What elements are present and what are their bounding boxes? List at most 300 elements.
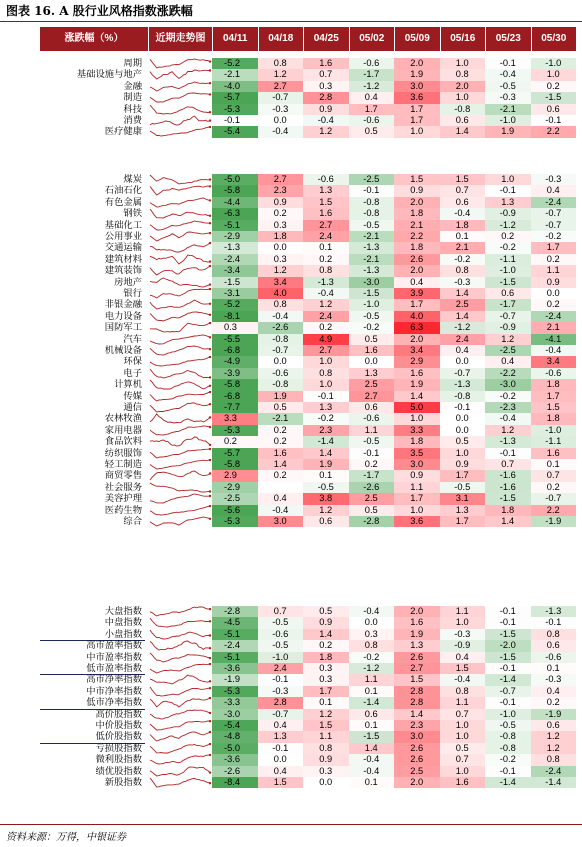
value-cell: 1.0 <box>440 766 486 777</box>
sparkline-path <box>150 175 210 184</box>
value-cell: -0.8 <box>440 391 486 402</box>
trend-sparkline <box>148 617 212 628</box>
value-cell: -8.4 <box>212 777 258 788</box>
row-name: 中盘指数 <box>104 617 142 628</box>
value-cell: 0.2 <box>531 254 577 265</box>
trend-sparkline <box>148 754 212 765</box>
table-row <box>0 185 582 196</box>
value-cell: 2.8 <box>258 697 304 708</box>
value-cell: 3.0 <box>394 81 440 92</box>
table-row <box>0 277 582 288</box>
value-cell: 1.2 <box>303 126 349 137</box>
value-cell: -0.5 <box>440 482 486 493</box>
value-cell: -0.7 <box>531 493 577 504</box>
trend-sparkline <box>148 743 212 754</box>
trend-sparkline <box>148 505 212 516</box>
value-cell: 1.4 <box>485 516 531 527</box>
value-cell: -5.4 <box>212 720 258 731</box>
table-row <box>0 174 582 185</box>
row-name: 低价股指数 <box>95 731 142 742</box>
value-cell: -4.9 <box>212 356 258 367</box>
sparkline-path <box>150 506 210 515</box>
sparkline-end-dot <box>209 680 211 682</box>
value-cell: 0.2 <box>531 482 577 493</box>
trend-sparkline <box>148 322 212 333</box>
trend-sparkline <box>148 231 212 242</box>
value-cell: -0.1 <box>531 115 577 126</box>
value-cell: 0.5 <box>440 743 486 754</box>
value-cell: 0.5 <box>303 606 349 617</box>
value-cell: -5.1 <box>212 220 258 231</box>
row-name: 国防军工 <box>104 322 142 333</box>
value-cell: 3.4 <box>531 356 577 367</box>
value-cell: -2.4 <box>212 640 258 651</box>
value-cell: 1.1 <box>394 482 440 493</box>
value-cell: 1.7 <box>531 391 577 402</box>
value-cell: -2.5 <box>212 493 258 504</box>
sparkline-path <box>150 266 210 275</box>
row-name: 机械设备 <box>104 345 142 355</box>
value-cell: -5.7 <box>212 448 258 459</box>
value-cell: 5.0 <box>394 402 440 413</box>
title-rule <box>0 21 582 22</box>
value-cell: 2.7 <box>258 174 304 185</box>
value-cell: 2.0 <box>394 777 440 788</box>
value-cell: -6.3 <box>212 208 258 219</box>
sparkline-end-dot <box>209 283 211 285</box>
value-cell: 1.8 <box>303 652 349 663</box>
value-cell: 2.7 <box>258 81 304 92</box>
value-cell: 2.8 <box>303 92 349 103</box>
sparkline-path <box>150 767 210 776</box>
table-row <box>0 640 582 651</box>
value-cell: -4.8 <box>212 731 258 742</box>
sparkline-end-dot <box>209 385 211 387</box>
value-cell: -0.1 <box>485 663 531 674</box>
value-cell: -1.3 <box>212 242 258 253</box>
header-date-7: 05/30 <box>531 27 577 51</box>
value-cell: -0.7 <box>258 92 304 103</box>
value-cell: -2.9 <box>212 482 258 493</box>
value-cell: 1.0 <box>303 356 349 367</box>
value-cell: 2.2 <box>531 126 577 137</box>
value-cell: -1.1 <box>531 436 577 447</box>
value-cell: -6.8 <box>212 391 258 402</box>
sparkline-end-dot <box>209 348 211 350</box>
value-cell: 0.5 <box>258 402 304 413</box>
value-cell: 0.1 <box>303 470 349 481</box>
source-note: 资料来源：万得，中银证券 <box>6 832 126 843</box>
sparkline-path <box>150 357 210 366</box>
value-cell: -2.0 <box>485 640 531 651</box>
table-row <box>0 720 582 731</box>
table-row <box>0 265 582 276</box>
value-cell: 1.4 <box>440 288 486 299</box>
table-row <box>0 652 582 663</box>
value-cell: 0.9 <box>303 754 349 765</box>
value-cell: 0.3 <box>303 663 349 674</box>
value-cell: 1.0 <box>440 720 486 731</box>
value-cell: 3.0 <box>394 731 440 742</box>
value-cell: -3.9 <box>212 368 258 379</box>
value-cell: 1.4 <box>303 629 349 640</box>
table-row <box>0 425 582 436</box>
value-cell: -5.2 <box>212 299 258 310</box>
value-cell: 1.7 <box>394 493 440 504</box>
value-cell: -0.1 <box>485 606 531 617</box>
value-cell: 0.6 <box>440 197 486 208</box>
table-row <box>0 402 582 413</box>
value-cell: 4.0 <box>394 311 440 322</box>
value-cell: 0.9 <box>258 197 304 208</box>
value-cell: 0.4 <box>531 185 577 196</box>
value-cell: 1.9 <box>303 459 349 470</box>
value-cell: -0.4 <box>258 126 304 137</box>
row-name: 环保 <box>123 356 142 367</box>
table-row <box>0 208 582 219</box>
value-cell: -0.6 <box>531 368 577 379</box>
value-cell: -0.4 <box>349 606 395 617</box>
value-cell: -0.3 <box>440 277 486 288</box>
value-cell: -0.1 <box>485 448 531 459</box>
value-cell: -1.5 <box>485 277 531 288</box>
value-cell: -5.3 <box>212 516 258 527</box>
table-row <box>0 516 582 527</box>
value-cell: -0.6 <box>349 115 395 126</box>
value-cell: 0.1 <box>531 459 577 470</box>
value-cell: 3.8 <box>303 493 349 504</box>
sparkline-end-dot <box>209 731 211 733</box>
value-cell: 0.3 <box>303 81 349 92</box>
sparkline-path <box>150 618 210 627</box>
sparkline-end-dot <box>209 448 211 450</box>
value-cell: 2.2 <box>394 231 440 242</box>
bottom-rule <box>0 824 582 825</box>
sparkline-path <box>150 471 210 480</box>
header-date-3: 05/02 <box>349 27 395 51</box>
value-cell: 1.6 <box>394 368 440 379</box>
value-cell: 1.5 <box>394 674 440 685</box>
value-cell: -0.5 <box>349 220 395 231</box>
value-cell: -0.2 <box>485 754 531 765</box>
value-cell: 1.2 <box>485 334 531 345</box>
value-cell: -1.0 <box>485 115 531 126</box>
value-cell: -1.4 <box>349 697 395 708</box>
value-cell: -0.1 <box>258 674 304 685</box>
value-cell: -0.7 <box>440 368 486 379</box>
value-cell: 1.5 <box>303 197 349 208</box>
value-cell: -3.3 <box>212 697 258 708</box>
row-name: 电力设备 <box>104 310 142 321</box>
value-cell: -0.1 <box>485 185 531 196</box>
value-cell: -1.9 <box>531 516 577 527</box>
value-cell: 2.6 <box>394 254 440 265</box>
value-cell: -1.7 <box>485 299 531 310</box>
sparkline-path <box>150 755 210 764</box>
sparkline-end-dot <box>209 620 211 622</box>
value-cell: -2.4 <box>531 197 577 208</box>
value-cell: -0.6 <box>258 629 304 640</box>
value-cell: -1.6 <box>485 482 531 493</box>
value-cell: 1.7 <box>303 686 349 697</box>
value-cell: 0.0 <box>349 617 395 628</box>
value-cell: -0.7 <box>531 208 577 219</box>
sparkline-path <box>150 494 210 503</box>
value-cell: 3.1 <box>440 493 486 504</box>
value-cell: -1.1 <box>485 254 531 265</box>
value-cell: 1.0 <box>394 126 440 137</box>
value-cell: -1.3 <box>440 379 486 390</box>
value-cell: 0.5 <box>349 334 395 345</box>
trend-sparkline <box>148 516 212 527</box>
sparkline-end-dot <box>209 82 211 84</box>
value-cell: -0.5 <box>303 482 349 493</box>
value-cell: -4.4 <box>212 197 258 208</box>
table-row <box>0 606 582 617</box>
value-cell: 1.8 <box>394 208 440 219</box>
value-cell: -0.6 <box>258 368 304 379</box>
value-cell: -0.3 <box>531 174 577 185</box>
sparkline-path <box>150 323 210 332</box>
value-cell: 0.6 <box>303 516 349 527</box>
value-cell: -0.8 <box>349 197 395 208</box>
value-cell: 1.1 <box>440 697 486 708</box>
value-cell: 1.0 <box>485 174 531 185</box>
value-cell: 1.7 <box>440 470 486 481</box>
value-cell: 1.3 <box>258 731 304 742</box>
value-cell: 1.4 <box>440 311 486 322</box>
value-cell: 2.0 <box>394 265 440 276</box>
value-cell: 1.0 <box>440 448 486 459</box>
row-name: 科技 <box>123 103 142 114</box>
table-row <box>0 115 582 126</box>
row-name: 绩优股指数 <box>95 765 142 776</box>
row-name: 家用电器 <box>104 424 142 435</box>
value-cell: 1.5 <box>303 720 349 731</box>
sparkline-end-dot <box>209 505 211 507</box>
value-cell: 1.1 <box>303 731 349 742</box>
value-cell: -1.3 <box>349 242 395 253</box>
value-cell: -5.5 <box>212 334 258 345</box>
value-cell: -0.2 <box>531 231 577 242</box>
value-cell: 0.9 <box>303 617 349 628</box>
value-cell: -0.4 <box>440 674 486 685</box>
trend-sparkline <box>148 299 212 310</box>
sparkline-path <box>150 403 210 412</box>
row-name: 制造 <box>123 92 142 103</box>
value-cell: 1.0 <box>394 413 440 424</box>
value-cell: -0.4 <box>485 69 531 80</box>
value-cell: 0.2 <box>258 208 304 219</box>
sparkline-path <box>150 460 210 469</box>
header-date-5: 05/16 <box>440 27 486 51</box>
value-cell: 0.8 <box>440 69 486 80</box>
value-cell: -1.4 <box>531 777 577 788</box>
value-cell: 1.6 <box>440 777 486 788</box>
sparkline-path <box>150 300 210 309</box>
table-row <box>0 629 582 640</box>
value-cell: 0.7 <box>258 606 304 617</box>
value-cell: 1.4 <box>394 709 440 720</box>
value-cell: -5.7 <box>212 92 258 103</box>
row-name: 高价股指数 <box>95 708 142 719</box>
table-row <box>0 743 582 754</box>
value-cell: -3.0 <box>349 277 395 288</box>
value-cell: 0.4 <box>531 686 577 697</box>
value-cell: -0.6 <box>303 174 349 185</box>
trend-sparkline <box>148 104 212 115</box>
value-cell: 1.0 <box>440 617 486 628</box>
value-cell: 0.3 <box>303 674 349 685</box>
value-cell: 0.2 <box>531 81 577 92</box>
trend-sparkline <box>148 379 212 390</box>
header-trend-col: 近期走势图 <box>148 27 212 51</box>
value-cell: 1.1 <box>349 674 395 685</box>
table-row <box>0 345 582 356</box>
header-date-2: 04/25 <box>303 27 349 51</box>
value-cell: -2.6 <box>349 482 395 493</box>
trend-sparkline <box>148 663 212 674</box>
value-cell: -0.1 <box>258 743 304 754</box>
value-cell: 3.4 <box>394 345 440 356</box>
value-cell: 2.7 <box>394 663 440 674</box>
table-row <box>0 311 582 322</box>
row-name: 金融 <box>123 80 142 91</box>
sparkline-end-dot <box>209 313 211 315</box>
value-cell: -5.4 <box>212 126 258 137</box>
value-cell: 0.4 <box>394 277 440 288</box>
trend-sparkline <box>148 709 212 720</box>
sparkline-end-dot <box>209 473 211 475</box>
value-cell: -0.4 <box>349 754 395 765</box>
value-cell: 0.4 <box>440 345 486 356</box>
trend-sparkline <box>148 606 212 617</box>
row-name: 大盘指数 <box>104 606 142 616</box>
value-cell: -0.2 <box>303 413 349 424</box>
sparkline-path <box>150 710 210 719</box>
value-cell: -1.4 <box>303 436 349 447</box>
value-cell: 0.2 <box>349 459 395 470</box>
value-cell: -1.5 <box>531 92 577 103</box>
value-cell: -2.1 <box>349 231 395 242</box>
sparkline-end-dot <box>209 771 211 773</box>
sparkline-end-dot <box>209 186 211 188</box>
value-cell: 1.9 <box>258 391 304 402</box>
value-cell: 2.5 <box>394 766 440 777</box>
row-name: 周期 <box>123 58 142 68</box>
value-cell: -1.3 <box>303 277 349 288</box>
value-cell: 1.2 <box>303 505 349 516</box>
sparkline-path <box>150 687 210 696</box>
value-cell: 0.0 <box>258 115 304 126</box>
value-cell: 1.4 <box>349 743 395 754</box>
value-cell: -0.1 <box>485 58 531 69</box>
value-cell: -0.4 <box>440 208 486 219</box>
trend-sparkline <box>148 368 212 379</box>
row-name: 基础化工 <box>104 219 142 230</box>
trend-sparkline <box>148 220 212 231</box>
value-cell: 0.4 <box>485 356 531 367</box>
row-name: 商贸零售 <box>104 470 142 481</box>
row-name: 汽车 <box>123 333 142 344</box>
sparkline-path <box>150 778 210 787</box>
value-cell: -3.0 <box>485 379 531 390</box>
trend-sparkline <box>148 92 212 103</box>
trend-sparkline <box>148 640 212 651</box>
value-cell: -3.4 <box>212 265 258 276</box>
table-row <box>0 731 582 742</box>
value-cell: 2.4 <box>440 334 486 345</box>
sparkline-end-dot <box>209 663 211 665</box>
value-cell: 1.1 <box>440 606 486 617</box>
value-cell: 0.8 <box>349 640 395 651</box>
value-cell: -5.3 <box>212 425 258 436</box>
value-cell: -2.6 <box>258 322 304 333</box>
value-cell: 0.6 <box>531 720 577 731</box>
sparkline-end-dot <box>209 111 211 113</box>
trend-sparkline <box>148 69 212 80</box>
value-cell: 0.6 <box>531 104 577 115</box>
value-cell: -5.8 <box>212 459 258 470</box>
value-cell: 4.9 <box>303 334 349 345</box>
table-row <box>0 413 582 424</box>
row-name: 公用事业 <box>104 231 142 241</box>
value-cell: -3.6 <box>212 663 258 674</box>
value-cell: -0.4 <box>531 345 577 356</box>
sparkline-end-dot <box>209 391 211 393</box>
value-cell: 2.9 <box>212 470 258 481</box>
value-cell: 1.4 <box>303 448 349 459</box>
row-name: 传媒 <box>123 390 142 401</box>
value-cell: 1.5 <box>531 402 577 413</box>
row-name: 亏损股指数 <box>95 742 142 753</box>
value-cell: 1.3 <box>303 185 349 196</box>
sparkline-path <box>150 312 210 321</box>
value-cell: 2.7 <box>349 391 395 402</box>
value-cell: 0.1 <box>531 663 577 674</box>
value-cell: 3.6 <box>394 92 440 103</box>
table-row <box>0 436 582 447</box>
row-name: 中市净率指数 <box>86 685 142 696</box>
row-name: 计算机 <box>114 379 142 390</box>
value-cell: 0.8 <box>531 754 577 765</box>
sparkline-path <box>150 209 210 218</box>
sparkline-path <box>150 346 210 355</box>
row-name: 高市净率指数 <box>86 674 142 685</box>
table-row <box>0 334 582 345</box>
value-cell: -0.6 <box>349 58 395 69</box>
value-cell: 0.3 <box>303 766 349 777</box>
trend-sparkline <box>148 402 212 413</box>
sparkline-end-dot <box>209 754 211 756</box>
row-name: 综合 <box>123 516 142 526</box>
trend-sparkline <box>148 242 212 253</box>
value-cell: -0.5 <box>349 311 395 322</box>
value-cell: 0.9 <box>394 470 440 481</box>
value-cell: 0.0 <box>440 425 486 436</box>
value-cell: 1.7 <box>394 299 440 310</box>
table-row <box>0 69 582 80</box>
trend-sparkline <box>148 391 212 402</box>
value-cell: -2.1 <box>212 69 258 80</box>
trend-sparkline <box>148 425 212 436</box>
sparkline-path <box>150 664 210 673</box>
header-date-0: 04/11 <box>212 27 258 51</box>
sparkline-path <box>150 380 210 389</box>
row-name: 通信 <box>123 402 142 412</box>
value-cell: 0.2 <box>485 231 531 242</box>
value-cell: -2.3 <box>485 402 531 413</box>
